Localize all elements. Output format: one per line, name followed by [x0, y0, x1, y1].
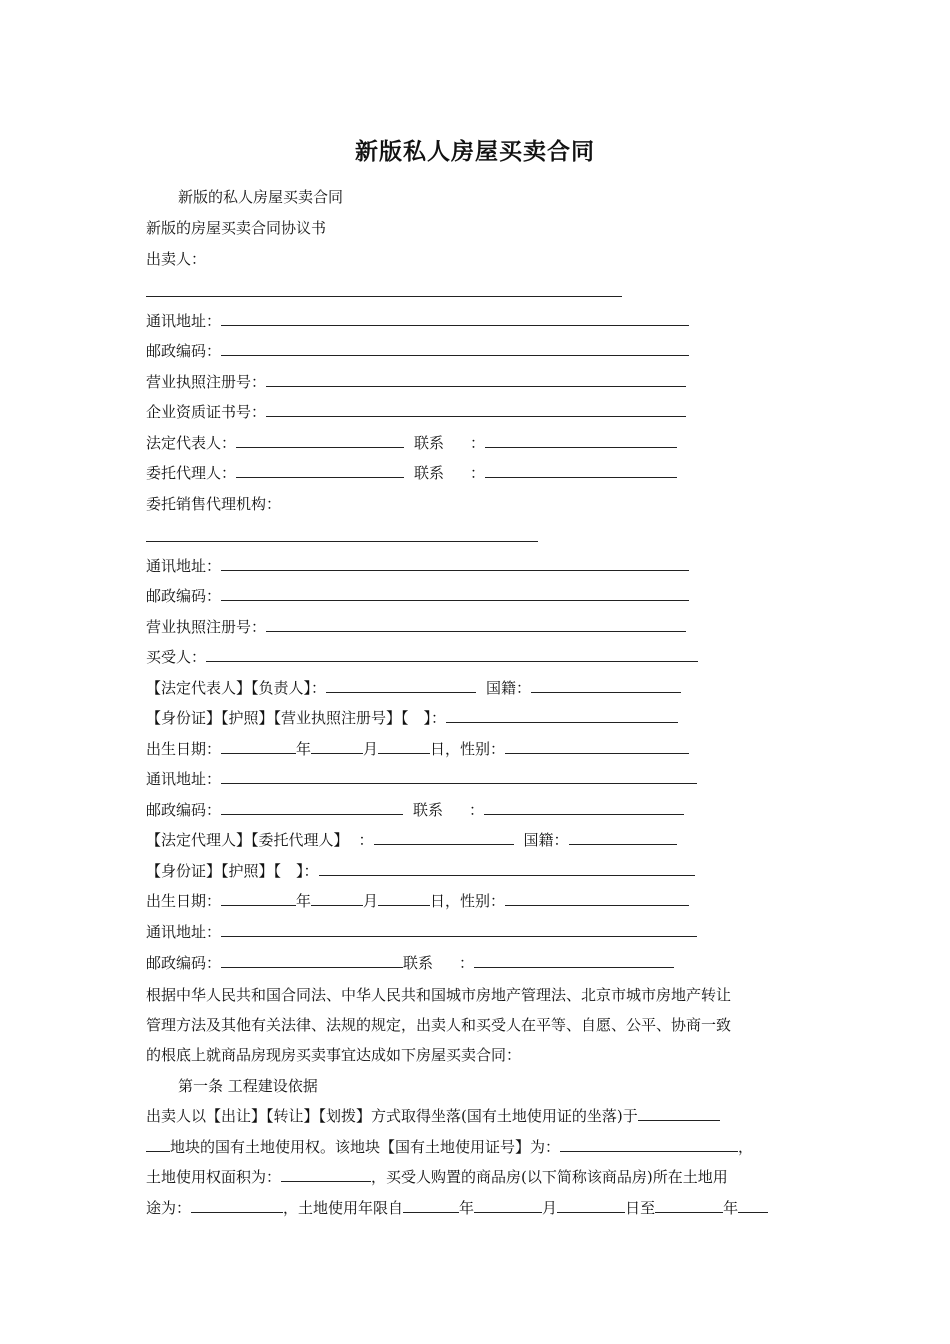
buyer-birth-row: [146, 738, 689, 760]
buyer-address-blank: [221, 768, 697, 784]
seller-agent-contact-blank: [485, 462, 677, 478]
sales-agency-blank: [146, 541, 538, 542]
buyer-label: 买受人：: [146, 648, 207, 666]
end-month-blank: [738, 1197, 768, 1213]
article-text: 出卖人以【出让】【转让】【划拨】方式取得坐落(国有土地使用证的坐落)于: [146, 1107, 638, 1125]
field-label: 邮政编码：: [146, 801, 222, 819]
article-text: 地块的国有土地使用权。该地块【国有土地使用证号】为：: [170, 1138, 561, 1156]
buyer-agent-address-row: [146, 921, 697, 943]
field-label: 【法定代理人】【委托代理人】: [146, 831, 349, 849]
gender-blank: [505, 890, 689, 906]
article-1-line-1: [146, 1105, 720, 1127]
seller-postcode-row: [146, 340, 689, 362]
month-label: 月: [363, 740, 379, 758]
field-label: 出生日期：: [146, 740, 222, 758]
field-label: 通讯地址：: [146, 312, 222, 330]
field-label: 通讯地址：: [146, 923, 222, 941]
seller-qualification-blank: [266, 401, 686, 417]
year-label: 年: [459, 1199, 475, 1217]
buyer-agent-id-blank: [319, 860, 695, 876]
intro-line-1: 新版的私人房屋买卖合同: [178, 188, 344, 206]
location-blank: [638, 1105, 720, 1121]
month-label: 月: [542, 1199, 558, 1217]
seller-legal-rep-contact-blank: [485, 432, 677, 448]
field-label: 邮政编码：: [146, 954, 222, 972]
contact-label: 联系: [403, 954, 434, 972]
agency-address-row: [146, 555, 689, 577]
buyer-address-row: [146, 768, 697, 790]
buyer-postcode-row: [146, 799, 684, 821]
land-cert-blank: [560, 1136, 738, 1152]
colon: ：: [358, 831, 374, 849]
seller-legal-rep-row: [146, 432, 677, 454]
buyer-agent-postcode-blank: [221, 952, 403, 968]
page-title: 新版私人房屋买卖合同: [355, 139, 595, 165]
seller-label: 出卖人：: [146, 250, 207, 268]
field-label: 邮政编码：: [146, 342, 222, 360]
seller-agent-blank: [236, 462, 404, 478]
agency-license-blank: [266, 616, 686, 632]
day-gender-label: 日，性别：: [430, 740, 506, 758]
year-blank: [403, 1197, 459, 1213]
article-1-line-4: [146, 1197, 768, 1219]
seller-legal-rep-blank: [236, 432, 404, 448]
seller-address-row: [146, 310, 689, 332]
sales-agency-label: 委托销售代理机构：: [146, 495, 282, 513]
month-blank: [311, 890, 363, 906]
buyer-agent-address-blank: [221, 921, 697, 937]
land-use-blank: [191, 1197, 283, 1213]
month-label: 月: [363, 892, 379, 910]
land-area-blank: [281, 1166, 371, 1182]
article-text: ，买受人购置的商品房(以下简称该商品房)所在土地用: [371, 1168, 728, 1186]
preamble-line-2: 管理方法及其他有关法律、法规的规定，出卖人和买受人在平等、自愿、公平、协商一致: [146, 1016, 732, 1034]
year-label: 年: [296, 740, 312, 758]
buyer-agent-rep-row: [146, 829, 677, 851]
buyer-id-blank: [446, 707, 678, 723]
field-label: 出生日期：: [146, 892, 222, 910]
contact-label: 联系: [414, 464, 445, 482]
article-text: ，土地使用年限自: [283, 1199, 404, 1217]
contact-label: 联系: [414, 434, 445, 452]
agency-postcode-row: [146, 585, 689, 607]
day-blank: [378, 738, 430, 754]
seller-name-blank: [146, 296, 622, 297]
day-blank: [557, 1197, 625, 1213]
buyer-rep-blank: [326, 677, 476, 693]
buyer-row: [146, 646, 698, 668]
contact-label: 联系: [413, 801, 444, 819]
colon: ：: [470, 464, 486, 482]
intro-line-2: 新版的房屋买卖合同协议书: [146, 219, 327, 237]
day-label: 日至: [625, 1199, 656, 1217]
year-label: 年: [723, 1199, 739, 1217]
month-blank: [474, 1197, 542, 1213]
field-label: 营业执照注册号：: [146, 618, 267, 636]
field-label: 【法定代表人】【负责人】：: [146, 679, 327, 697]
field-label: 营业执照注册号：: [146, 373, 267, 391]
colon: ：: [470, 434, 486, 452]
day-gender-label: 日，性别：: [430, 892, 506, 910]
buyer-postcode-blank: [221, 799, 403, 815]
buyer-agent-contact-blank: [474, 952, 674, 968]
buyer-agent-nationality-blank: [569, 829, 677, 845]
seller-agent-row: [146, 462, 677, 484]
field-label: 【身份证】【护照】【 】：: [146, 862, 319, 880]
seller-qualification-row: [146, 401, 686, 423]
article-text: 途为：: [146, 1199, 192, 1217]
month-blank: [311, 738, 363, 754]
agency-address-blank: [221, 555, 689, 571]
field-label: 法定代表人：: [146, 434, 237, 452]
field-label: 【身份证】【护照】【营业执照注册号】【 】：: [146, 709, 447, 727]
year-blank: [221, 738, 296, 754]
year-label: 年: [296, 892, 312, 910]
agency-postcode-blank: [221, 585, 689, 601]
seller-license-row: [146, 371, 686, 393]
year-blank: [221, 890, 296, 906]
field-label: 通讯地址：: [146, 770, 222, 788]
seller-address-blank: [221, 310, 689, 326]
buyer-agent-rep-blank: [374, 829, 514, 845]
buyer-agent-id-row: [146, 860, 695, 882]
buyer-agent-birth-row: [146, 890, 689, 912]
seller-postcode-blank: [221, 340, 689, 356]
buyer-name-blank: [206, 646, 698, 662]
seller-license-blank: [266, 371, 686, 387]
agency-license-row: [146, 616, 686, 638]
field-label: 通讯地址：: [146, 557, 222, 575]
field-label: 委托代理人：: [146, 464, 237, 482]
buyer-rep-row: [146, 677, 681, 699]
field-label: 邮政编码：: [146, 587, 222, 605]
gender-blank: [505, 738, 689, 754]
article-text: 土地使用权面积为：: [146, 1168, 282, 1186]
preamble-line-3: 的根底上就商品房现房买卖事宜达成如下房屋买卖合同：: [146, 1046, 522, 1064]
article-1-line-2: [146, 1136, 753, 1158]
buyer-nationality-blank: [531, 677, 681, 693]
preamble-line-1: 根据中华人民共和国合同法、中华人民共和国城市房地产管理法、北京市城市房地产转让: [146, 986, 732, 1004]
colon: ：: [459, 954, 475, 972]
nationality-label: 国籍：: [486, 679, 532, 697]
location-blank-cont: [146, 1136, 170, 1152]
article-text: ，: [738, 1138, 754, 1156]
buyer-contact-blank: [484, 799, 684, 815]
nationality-label: 国籍：: [523, 831, 569, 849]
end-year-blank: [655, 1197, 723, 1213]
buyer-id-row: [146, 707, 678, 729]
article-1-title: 第一条 工程建设依据: [178, 1077, 318, 1095]
buyer-agent-postcode-row: [146, 952, 674, 974]
colon: ：: [469, 801, 485, 819]
article-1-line-3: [146, 1166, 728, 1188]
day-blank: [378, 890, 430, 906]
field-label: 企业资质证书号：: [146, 403, 267, 421]
